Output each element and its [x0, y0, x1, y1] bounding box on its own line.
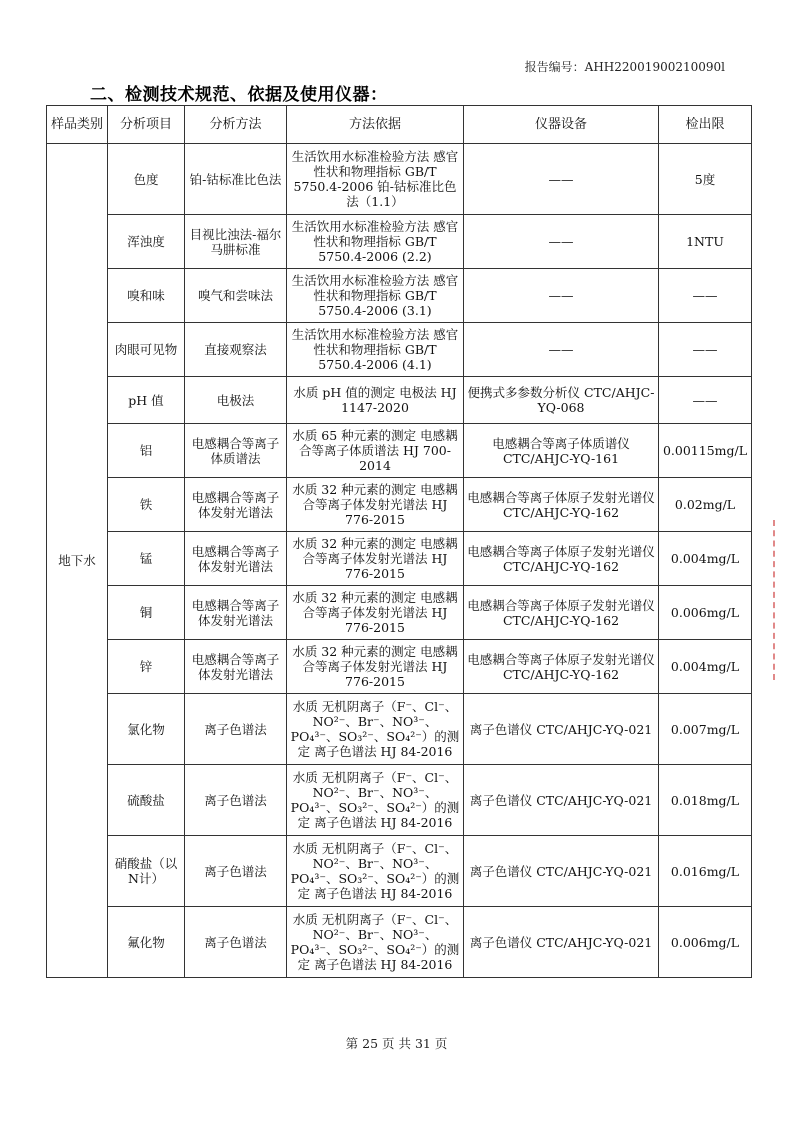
- method-cell: 离子色谱法: [185, 907, 287, 978]
- limit-cell: 0.004mg/L: [659, 640, 752, 694]
- table-row: [47, 694, 752, 765]
- instrument-cell: 电感耦合等离子体原子发射光谱仪 CTC/AHJC-YQ-162: [464, 640, 659, 694]
- table-row: [47, 586, 752, 640]
- header-item: 分析项目: [108, 106, 185, 144]
- instrument-cell: 电感耦合等离子体原子发射光谱仪 CTC/AHJC-YQ-162: [464, 478, 659, 532]
- header-instrument: 仪器设备: [464, 106, 659, 144]
- header-category: 样品类别: [47, 106, 108, 144]
- item-cell: 浑浊度: [108, 215, 185, 269]
- instrument-cell: 离子色谱仪 CTC/AHJC-YQ-021: [464, 836, 659, 907]
- basis-cell: 水质 pH 值的测定 电极法 HJ 1147-2020: [287, 377, 464, 424]
- limit-cell: 0.007mg/L: [659, 694, 752, 765]
- item-cell: 肉眼可见物: [108, 323, 185, 377]
- method-cell: 电感耦合等离子体发射光谱法: [185, 586, 287, 640]
- basis-cell: 水质 无机阴离子（F⁻、Cl⁻、NO²⁻、Br⁻、NO³⁻、PO₄³⁻、SO₃²⁻、SO₄²⁻）的测定 离子色谱法 HJ 84-2016: [287, 765, 464, 836]
- basis-cell: 水质 32 种元素的测定 电感耦合等离子体发射光谱法 HJ 776-2015: [287, 586, 464, 640]
- item-cell: 铝: [108, 424, 185, 478]
- item-cell: 铜: [108, 586, 185, 640]
- instrument-cell: ——: [464, 144, 659, 215]
- item-cell: 硫酸盐: [108, 765, 185, 836]
- instrument-cell: 离子色谱仪 CTC/AHJC-YQ-021: [464, 694, 659, 765]
- instrument-cell: 离子色谱仪 CTC/AHJC-YQ-021: [464, 907, 659, 978]
- limit-cell: ——: [659, 377, 752, 424]
- method-cell: 电感耦合等离子体发射光谱法: [185, 640, 287, 694]
- item-cell: 硝酸盐（以N计）: [108, 836, 185, 907]
- category-cell: 地下水: [47, 144, 108, 978]
- method-cell: 直接观察法: [185, 323, 287, 377]
- table-row: [47, 907, 752, 978]
- table-header-row: [47, 106, 752, 144]
- basis-cell: 水质 65 种元素的测定 电感耦合等离子体质谱法 HJ 700-2014: [287, 424, 464, 478]
- limit-cell: 0.02mg/L: [659, 478, 752, 532]
- limit-cell: 0.004mg/L: [659, 532, 752, 586]
- method-cell: 离子色谱法: [185, 836, 287, 907]
- seal-stamp-edge: [773, 520, 789, 680]
- header-basis: 方法依据: [287, 106, 464, 144]
- limit-cell: 0.018mg/L: [659, 765, 752, 836]
- method-cell: 离子色谱法: [185, 694, 287, 765]
- item-cell: 氟化物: [108, 907, 185, 978]
- table-row: [47, 377, 752, 424]
- table-row: [47, 424, 752, 478]
- basis-cell: 水质 32 种元素的测定 电感耦合等离子体发射光谱法 HJ 776-2015: [287, 640, 464, 694]
- basis-cell: 水质 32 种元素的测定 电感耦合等离子体发射光谱法 HJ 776-2015: [287, 532, 464, 586]
- header-limit: 检出限: [659, 106, 752, 144]
- instrument-cell: 电感耦合等离子体原子发射光谱仪 CTC/AHJC-YQ-162: [464, 532, 659, 586]
- limit-cell: 0.006mg/L: [659, 586, 752, 640]
- instrument-cell: 电感耦合等离子体原子发射光谱仪 CTC/AHJC-YQ-162: [464, 586, 659, 640]
- item-cell: 色度: [108, 144, 185, 215]
- method-table: [46, 105, 752, 978]
- method-cell: 电感耦合等离子体质谱法: [185, 424, 287, 478]
- page-footer: 第 25 页 共 31 页: [345, 1036, 448, 1051]
- instrument-cell: 离子色谱仪 CTC/AHJC-YQ-021: [464, 765, 659, 836]
- method-cell: 电感耦合等离子体发射光谱法: [185, 478, 287, 532]
- table-row: [47, 215, 752, 269]
- basis-cell: 水质 无机阴离子（F⁻、Cl⁻、NO²⁻、Br⁻、NO³⁻、PO₄³⁻、SO₃²⁻、SO₄²⁻）的测定 离子色谱法 HJ 84-2016: [287, 694, 464, 765]
- basis-cell: 生活饮用水标准检验方法 感官性状和物理指标 GB/T 5750.4-2006 (2.2): [287, 215, 464, 269]
- method-cell: 目视比浊法-福尔马肼标准: [185, 215, 287, 269]
- item-cell: 锰: [108, 532, 185, 586]
- limit-cell: 0.00115mg/L: [659, 424, 752, 478]
- instrument-cell: 便携式多参数分析仪 CTC/AHJC-YQ-068: [464, 377, 659, 424]
- limit-cell: 1NTU: [659, 215, 752, 269]
- instrument-cell: ——: [464, 269, 659, 323]
- instrument-cell: 电感耦合等离子体质谱仪 CTC/AHJC-YQ-161: [464, 424, 659, 478]
- basis-cell: 水质 无机阴离子（F⁻、Cl⁻、NO²⁻、Br⁻、NO³⁻、PO₄³⁻、SO₃²⁻、SO₄²⁻）的测定 离子色谱法 HJ 84-2016: [287, 907, 464, 978]
- basis-cell: 生活饮用水标准检验方法 感官性状和物理指标 GB/T 5750.4-2006 铂-钴标准比色法（1.1）: [287, 144, 464, 215]
- limit-cell: ——: [659, 269, 752, 323]
- method-cell: 电感耦合等离子体发射光谱法: [185, 532, 287, 586]
- basis-cell: 水质 32 种元素的测定 电感耦合等离子体发射光谱法 HJ 776-2015: [287, 478, 464, 532]
- method-cell: 离子色谱法: [185, 765, 287, 836]
- method-cell: 嗅气和尝味法: [185, 269, 287, 323]
- table-row: [47, 765, 752, 836]
- table-row: [47, 836, 752, 907]
- header-method: 分析方法: [185, 106, 287, 144]
- report-number: 报告编号：AHH22001900210090l: [524, 60, 725, 74]
- limit-cell: 0.016mg/L: [659, 836, 752, 907]
- table-row: [47, 532, 752, 586]
- limit-cell: ——: [659, 323, 752, 377]
- item-cell: 嗅和味: [108, 269, 185, 323]
- item-cell: 氯化物: [108, 694, 185, 765]
- basis-cell: 水质 无机阴离子（F⁻、Cl⁻、NO²⁻、Br⁻、NO³⁻、PO₄³⁻、SO₃²⁻、SO₄²⁻）的测定 离子色谱法 HJ 84-2016: [287, 836, 464, 907]
- table-row: [47, 640, 752, 694]
- instrument-cell: ——: [464, 215, 659, 269]
- section-title: 二、检测技术规范、依据及使用仪器：: [90, 85, 388, 105]
- basis-cell: 生活饮用水标准检验方法 感官性状和物理指标 GB/T 5750.4-2006 (4.1): [287, 323, 464, 377]
- instrument-cell: ——: [464, 323, 659, 377]
- table-row: [47, 323, 752, 377]
- table-row: [47, 144, 752, 215]
- table-row: [47, 478, 752, 532]
- item-cell: pH 值: [108, 377, 185, 424]
- item-cell: 铁: [108, 478, 185, 532]
- method-cell: 电极法: [185, 377, 287, 424]
- table-row: [47, 269, 752, 323]
- method-cell: 铂-钴标准比色法: [185, 144, 287, 215]
- item-cell: 锌: [108, 640, 185, 694]
- limit-cell: 0.006mg/L: [659, 907, 752, 978]
- basis-cell: 生活饮用水标准检验方法 感官性状和物理指标 GB/T 5750.4-2006 (3.1): [287, 269, 464, 323]
- limit-cell: 5度: [659, 144, 752, 215]
